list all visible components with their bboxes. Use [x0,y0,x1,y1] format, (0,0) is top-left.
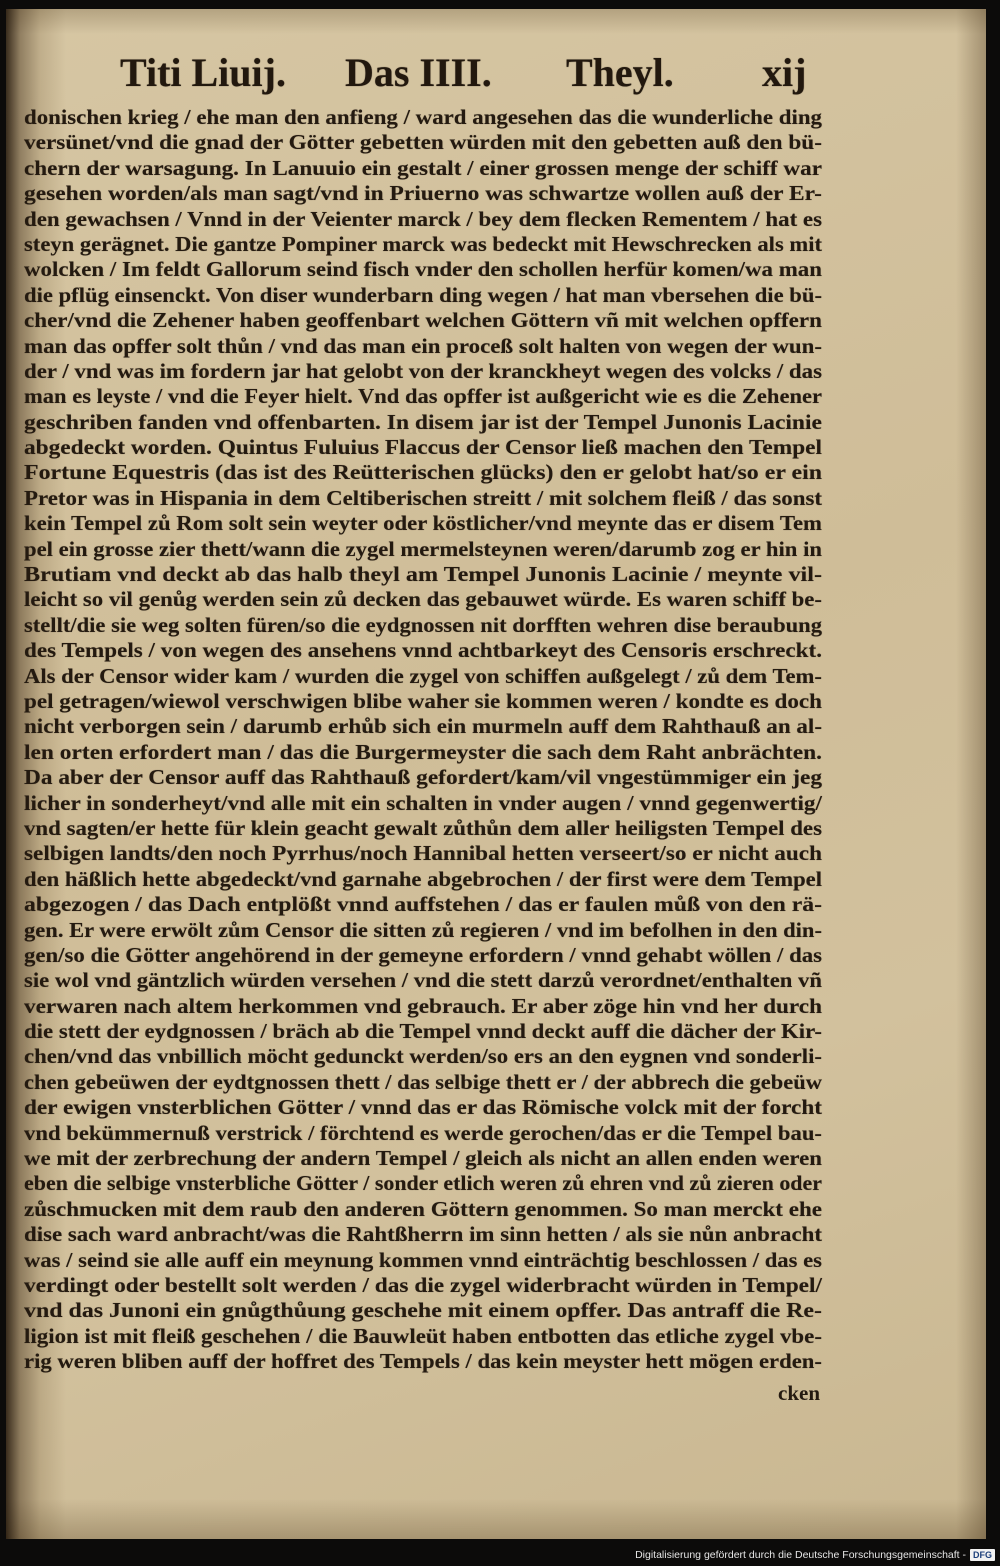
text-line: man es leyste / vnd die Feyer hielt. Vnd das opffer ist außgericht wie es die Zehener [24,384,822,409]
text-line: we mit der zerbrechung der andern Tempel / gleich als nicht an allen enden weren [24,1146,823,1171]
text-line: verdingt oder bestellt solt werden / das die zygel widerbracht würden in Tempel/ [24,1272,822,1297]
text-line: sie wol vnd gäntzlich würden versehen / vnd die stett darzů verordnet/enthalten vñ [24,968,822,993]
text-line: selbigen landts/den noch Pyrrhus/noch Hannibal hetten verseert/so er nicht auch [24,841,822,866]
text-line: den gewachsen / Vnnd in der Veienter marck / bey dem flecken Rementem / hat es [24,206,822,231]
text-line: leicht so vil genůg werden sein zů decken das gebauwet würde. Es waren schiff be- [24,587,822,612]
text-line: des Tempels / von wegen des ansehens vnnd achtbarkeyt des Censoris erschreckt. [24,638,822,663]
text-line: der ewigen vnsterblichen Götter / vnnd das er das Römische volck mit der forcht [24,1095,823,1120]
running-head-theyl: Theyl. [566,50,674,95]
running-head-part: Das IIII. [345,50,492,95]
text-line: vnd sagten/er hette für klein geacht gewalt zůthůn dem aller heiligsten Tempel des [24,815,822,840]
text-line: steyn gerägnet. Die gantze Pompiner marck was bedeckt mit Hewschrecken als mit [24,231,823,256]
body-text [24,105,844,1375]
text-line: dise sach ward anbracht/was die Rahtßherrn im sinn hetten / als sie nůn anbracht [24,1222,822,1247]
text-line: chern der warsagung. In Lanuuio ein gestalt / einer grossen menge der schiff war [24,155,822,180]
text-line: abgedeckt worden. Quintus Fuluius Flaccus der Censor ließ machen den Tempel [24,435,822,460]
book-page [6,9,986,1539]
text-line: die pflüg einsenckt. Von diser wunderbarn ding wegen / hat man vbersehen die bü- [24,282,822,307]
text-line: cher/vnd die Zehener haben geoffenbart welchen Göttern vñ mit welchen opffern [24,308,822,333]
text-line: Da aber der Censor auff das Rahthauß gefordert/kam/vil vngestümmiger ein jeg [24,765,822,790]
text-line: was / seind sie alle auff ein meynung kommen vnnd einträchtig beschlossen / das es [24,1247,823,1272]
text-line: vnd bekümmernuß verstrick / förchtend es werde gerochen/das er die Tempel bau- [24,1120,822,1145]
text-line: Brutiam vnd deckt ab das halb theyl am Tempel Junonis Lacinie / meynte vil- [24,562,822,587]
text-line: zůschmucken mit dem raub den anderen Göttern genommen. So man merckt ehe [24,1196,822,1221]
text-line: ligion ist mit fleiß geschehen / die Bauwleüt haben entbotten das etliche zygel vbe- [24,1323,822,1348]
text-line: pel getragen/wiewol verschwigen blibe waher sie kommen weren / kondte es doch [24,688,823,713]
text-line: chen gebeüwen der eydtgnossen thett / das selbige thett er / der abbrech die gebeüw [24,1069,822,1094]
digitization-credit [635,1548,995,1562]
text-line: donischen krieg / ehe man den anfieng / ward angesehen das die wunderliche ding [24,105,822,129]
text-line: man das opffer solt thůn / vnd das man ein proceß solt halten von wegen der wun- [24,333,823,358]
text-line: versünet/vnd die gnad der Götter gebetten würden mit den gebetten auß den bü- [24,130,822,155]
running-head-title: Titi Liuij. [120,50,286,95]
text-line: geschriben fanden vnd offenbarten. In disem jar ist der Tempel Junonis Lacinie [24,409,822,434]
text-line: abgezogen / das Dach entplößt vnnd auffstehen / das er faulen můß von den rä- [24,892,822,917]
catchword: cken [778,1381,820,1405]
text-line: nicht verborgen sein / darumb erhůb sich ein murmeln auff dem Rahthauß an al- [24,714,822,739]
text-line: kein Tempel zů Rom solt sein weyter oder köstlicher/vnd meynte das er disem Tem [24,511,822,536]
text-line: gen. Er were erwölt zům Censor die sitten zů regieren / vnd im befolhen in den din- [24,917,823,942]
text-line: rig weren bliben auff der hoffret des Tempels / das kein meyster hett mögen erden- [24,1349,823,1374]
text-line: Pretor was in Hispania in dem Celtiberischen streitt / mit solchem fleiß / das sonst [24,485,822,510]
credit-text: Digitalisierung gefördert durch die Deutsche Forschungsgemeinschaft - [635,1549,966,1561]
text-line: gen/so die Götter angehörend in der gemeyne erfordern / vnnd gehabt wöllen / das [24,942,822,967]
text-line: eben die selbige vnsterbliche Götter / sonder etlich weren zů ehren vnd zů zieren oder [24,1171,822,1196]
text-line: verwaren nach altem herkommen vnd gebrauch. Er aber zöge hin vnd her durch [24,993,822,1018]
text-line: Fortune Equestris (das ist des Reütterischen glücks) den er gelobt hat/so er ein [24,460,822,485]
text-line: pel ein grosse zier thett/wann die zygel mermelsteynen weren/darumb zog er hin in [24,536,822,561]
text-line: chen/vnd das vnbillich möcht gedunckt werden/so ers an den eygnen vnd sonderli- [24,1044,822,1069]
text-line: licher in sonderheyt/vnd alle mit ein schalten in vnder augen / vnnd gegenwertig/ [24,790,822,815]
folio-number: xij [762,50,807,95]
text-line: die stett der eydgnossen / bräch ab die Tempel vnnd deckt auff die dächer der Kir- [24,1019,822,1044]
text-line: Als der Censor wider kam / wurden die zygel von schiffen außgelegt / zů dem Tem- [24,663,822,688]
text-line: stellt/die sie weg solten füren/so die eydgnossen nit dorfften wehren dise beraubung [24,612,822,637]
text-line: wolcken / Im feldt Gallorum seind fisch vnder den schollen herfür komen/wa man [24,257,822,282]
text-line: der / vnd was im fordern jar hat gelobt von der kranckheyt wegen des volcks / das [24,358,822,383]
text-line: den häßlich hette abgedeckt/vnd garnahe abgebrochen / der first were dem Tempel [24,866,822,891]
dfg-logo: DFG [970,1549,995,1561]
text-line: vnd das Junoni ein gnůgthůung geschehe mit einem opffer. Das antraff die Re- [24,1298,822,1323]
text-line: gesehen worden/als man sagt/vnd in Priuerno was schwartze wollen auß der Er- [24,181,822,206]
text-line: len orten erfordert man / das die Burgermeyster die sach dem Raht anbrächten. [24,739,823,764]
